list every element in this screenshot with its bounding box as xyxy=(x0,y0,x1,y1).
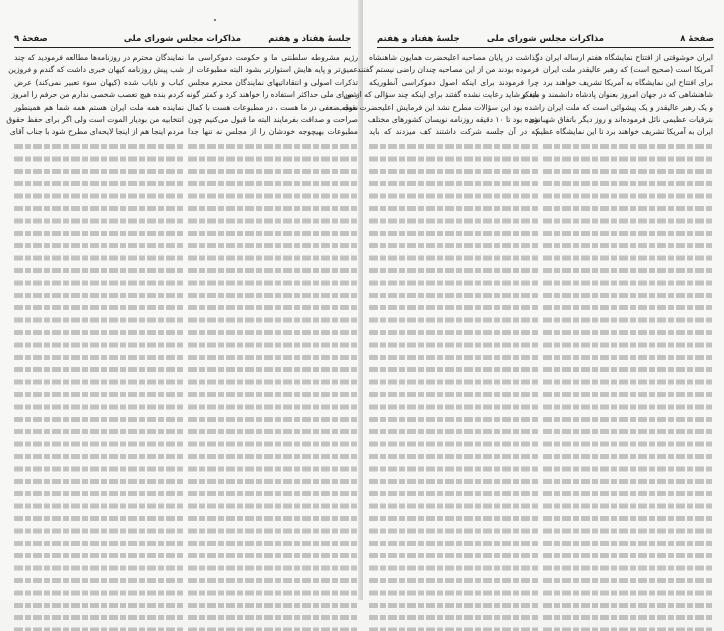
body-text-continued xyxy=(543,141,713,631)
text-line: مطبوعات بهیچوجه خودشان را از مجلس نه تنها جدا xyxy=(188,127,358,137)
body-text-continued xyxy=(369,141,539,631)
text-line: شب پیش روزنامه کیهان خبری داشت که گندم و فروزین xyxy=(8,65,184,75)
page-number: صفحهٔ ۹ xyxy=(14,34,48,44)
text-line: فرموده بودند من از این مصاحبه چندان راضی نیستم گفتند xyxy=(357,65,539,75)
text-line: که در آن جلسه شرکت داشتند کف میزدند که باید xyxy=(369,127,539,137)
body-text-continued xyxy=(188,141,358,631)
publication-title: مذاکرات مجلس شورای ملی xyxy=(123,34,242,44)
text-line: و یک رهبر عالیقدر و یک پیشوائی است که ملت ایران را xyxy=(539,102,713,112)
text-line: تذکرات اصولی و انتقاداتیهای نمایندگان محترم مجلس xyxy=(188,77,358,87)
text-line: ایران خوشوقتی از افتتاح نمایشگاه هفتم ارساله ایران در xyxy=(535,53,713,62)
text-line: برای افتتاح این نمایشگاه به آمریکا تشریف خواهند برد xyxy=(543,77,713,87)
publication-title: مذاکرات مجلس شورای ملی xyxy=(486,34,605,44)
text-line: انتخابیه من بودیار الموت است ولی اگر برای حفظ حقوق xyxy=(6,114,184,124)
text-line: نقطه ضعفی در ما هست ، در مطبوعات هست با کمال xyxy=(187,102,358,112)
text-line: نماینده همه ملت ایران هستم همه شما هم همینطور xyxy=(14,102,184,112)
text-column-first xyxy=(188,52,358,631)
text-line: شورای ملی حداکثر استفاده را خواهند کرد و کمتر گونه xyxy=(186,90,358,100)
text-line: ایران به آمریکا تشریف خواهند برد تا این نمایشگاه عظیم xyxy=(535,127,713,137)
scan-speck xyxy=(214,19,216,21)
text-line: رژیم مشروطه سلطنتی ما و حکومت دموکراسی ما xyxy=(188,53,358,62)
text-line: عمیق‌تر و پایه هایش استوارتر بشود البته مطبوعات از xyxy=(188,65,358,75)
text-column-second xyxy=(336,52,539,631)
text-column-second xyxy=(6,52,184,631)
session-title: جلسهٔ هفتاد و هفتم xyxy=(377,34,460,44)
page-header xyxy=(14,33,351,48)
session-title: جلسهٔ هفتاد و هفتم xyxy=(268,34,351,44)
text-line: کباب و نایاب شده (کیهان سوء تعبیر نمی‌کند) عرض xyxy=(14,77,184,87)
body-text-continued xyxy=(14,141,184,631)
page-number: صفحهٔ ۸ xyxy=(680,34,714,44)
left-page xyxy=(0,0,361,600)
text-line: چرا فرمودند برای اینکه اصول دموکراسی آنطوریکه xyxy=(369,77,539,87)
text-line: بترقیات عظیمی نائل فرموده‌اند و روز دیگر باتفاق شهبانوی xyxy=(528,114,713,124)
text-column-first xyxy=(520,52,713,631)
text-line: نمایندگان محترم در روزنامه‌ها مطالعه فرمودید که چند xyxy=(14,53,184,62)
text-line: آمریکا است (صحیح است) که رهبر عالیقدر ملت ایران xyxy=(543,65,713,75)
text-line: کردم بنده هیچ تعصب شخصی ندارم من حرفم را امروز xyxy=(11,90,184,100)
text-line: شده بود تا ۱۰ دقیقه روزنامه نویسان کشورهای مختلف xyxy=(367,114,539,124)
page-header xyxy=(377,33,714,48)
text-line: شاهنشاهی که در جهان امروز بعنوان پادشاه دانشمند و متفکر xyxy=(520,90,713,100)
text-line: باید و شاید رعایت نشده گفتند برای اینکه چند سؤالی که از من xyxy=(343,90,539,100)
right-page xyxy=(336,0,724,600)
text-line: شده بود این سؤالات مطرح نشد این فرمایش اعلیحضرت موجب xyxy=(336,102,539,112)
text-line: صراحت و صداقت بفرمایند البته ما قبول می‌کنیم چون xyxy=(188,114,358,124)
text-line: مردم اینجا هم از اینجا لایحه‌ای مطرح شود با جناب آقای xyxy=(9,127,184,137)
text-line: گذاشت در پایان مصاحبه اعلیحضرت همایون شاهنشاه xyxy=(369,53,539,62)
